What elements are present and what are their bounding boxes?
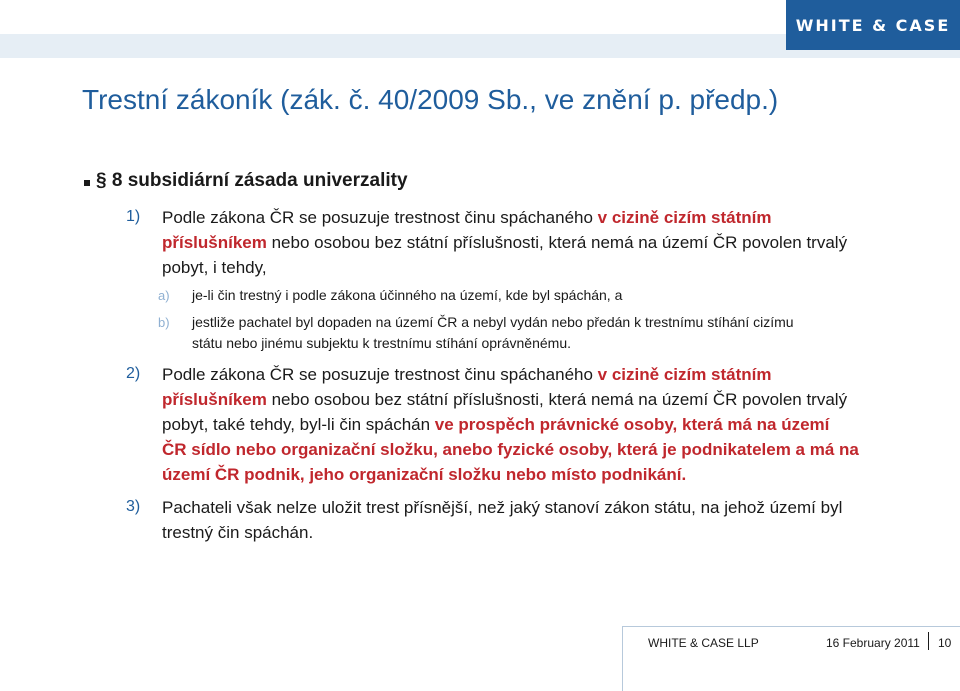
item-text: Podle zákona ČR se posuzuje trestnost činu spáchaného [162,365,598,384]
item-2-line-3 [162,412,829,437]
footer-company: WHITE & CASE LLP [648,636,759,650]
emphasis-text: ve prospěch právnické osoby, která má na území [434,415,830,434]
item-text: pobyt, také tehdy, byl-li čin spáchán [162,415,435,434]
item-3-line-1: Pachateli však nelze uložit trest přísnější, než jaký stanoví zákon státu, na jehož území byl [162,498,843,517]
item-1-line-1 [162,205,880,230]
slide-title: Trestní zákoník (zák. č. 40/2009 Sb., ve znění p. předp.) [82,84,779,115]
subitem-letter: b) [158,315,170,330]
item-number: 2) [126,365,141,382]
emphasis-text: příslušníkem [162,233,267,252]
emphasis-text: v cizině cizím státním [597,365,772,384]
footer-divider [928,632,929,650]
subitem-a-text: je-li čin trestný i podle zákona účinného na území, kde byl spáchán, a [192,287,623,303]
emphasis-text: příslušníkem [162,390,267,409]
item-2-line-2 [162,387,847,412]
item-2-line-1 [162,362,772,387]
section-title: § 8 subsidiární zásada univerzality [96,170,408,191]
item-1-line-3: pobyt, i tehdy, [162,258,267,277]
footer-date: 16 February 2011 [826,636,920,650]
item-number: 1) [126,208,141,225]
item-1-line-2 [162,230,880,255]
item-text: nebo osobou bez státní příslušnosti, která nemá na území ČR povolen trvalý [266,390,848,409]
emphasis-text: v cizině cizím státním [597,208,772,227]
item-number: 3) [126,498,141,515]
square-bullet-icon [84,180,90,186]
subitem-b-line-2: státu nebo jinému subjektu k trestnímu stíhání oprávněnému. [192,335,571,351]
logo-text: WHITE & CASE [795,15,951,35]
item-2-line-5: území ČR podnik, jeho organizační složku nebo místo podnikání. [162,465,687,484]
page-number: 10 [938,636,952,650]
item-text: nebo osobou bez státní příslušnosti, která nemá na území ČR povolen trvalý [266,233,848,252]
subitem-b-line-1: jestliže pachatel byl dopaden na území ČR a nebyl vydán nebo předán k trestnímu stíhání cizímu [192,314,794,330]
item-2-line-4: ČR sídlo nebo organizační složku, anebo fyzické osoby, která je podnikatelem a má na [162,440,859,459]
item-text: Podle zákona ČR se posuzuje trestnost činu spáchaného [162,208,598,227]
subitem-letter: a) [158,288,170,303]
item-3-line-2: trestný čin spáchán. [162,523,314,542]
